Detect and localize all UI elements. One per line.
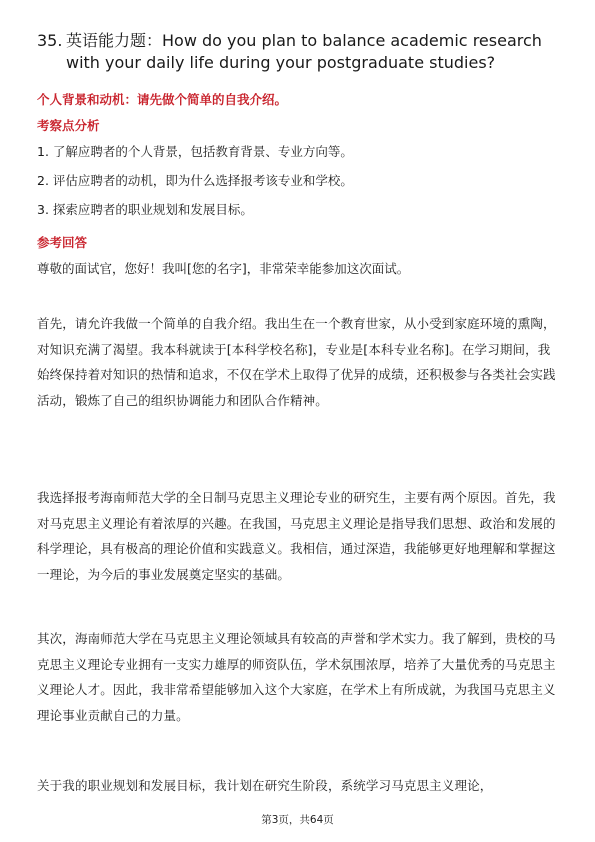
- answer-paragraph: 关于我的职业规划和发展目标，我计划在研究生阶段，系统学习马克思主义理论，: [37, 778, 493, 793]
- question-text-line-1: 英语能力题：How do you plan to balance academic research: [66, 31, 542, 50]
- intro-heading: 个人背景和动机：请先做个简单的自我介绍。: [37, 92, 288, 107]
- answer-paragraph: 我选择报考海南师范大学的全日制马克思主义理论专业的研究生，主要有两个原因。首先，我对马克思主义理论有着浓厚的兴趣。在我国，马克思主义理论是指导我们思想、政治和发展的科学理论，具有极高的理论价值和实践意义。我相信，通过深造，我能够更好地理解和掌握这一理论，为今后的事业发展奠定坚实的基础。: [37, 490, 556, 582]
- answer-greeting: 尊敬的面试官，您好！我叫[您的名字]，非常荣幸能参加这次面试。: [37, 261, 410, 276]
- answer-heading: 参考回答: [37, 235, 88, 250]
- analysis-item: 3. 探索应聘者的职业规划和发展目标。: [37, 202, 253, 217]
- answer-paragraph: 其次，海南师范大学在马克思主义理论领域具有较高的声誉和学术实力。我了解到，贵校的马克思主义理论专业拥有一支实力雄厚的师资队伍，学术氛围浓厚，培养了大量优秀的马克思主义理论人才。因此，我非常希望能够加入这个大家庭，在学术上有所成就，为我国马克思主义理论事业贡献自己的力量。: [37, 631, 556, 723]
- page-footer: 第3页，共64页: [261, 814, 334, 826]
- analysis-item: 1. 了解应聘者的个人背景，包括教育背景、专业方向等。: [37, 144, 353, 159]
- analysis-item: 2. 评估应聘者的动机，即为什么选择报考该专业和学校。: [37, 173, 353, 188]
- question-text-line-2: with your daily life during your postgraduate studies?: [66, 53, 496, 72]
- question-number: 35.: [37, 31, 63, 50]
- analysis-heading: 考察点分析: [37, 118, 100, 133]
- answer-paragraph: 首先，请允许我做一个简单的自我介绍。我出生在一个教育世家，从小受到家庭环境的熏陶，对知识充满了渴望。我本科就读于[本科学校名称]，专业是[本科专业名称]。在学习期间，我始终保持着对知识的热情和追求，不仅在学术上取得了优异的成绩，还积极参与各类社会实践活动，锻炼了自己的组织协调能力和团队合作精神。: [37, 316, 556, 408]
